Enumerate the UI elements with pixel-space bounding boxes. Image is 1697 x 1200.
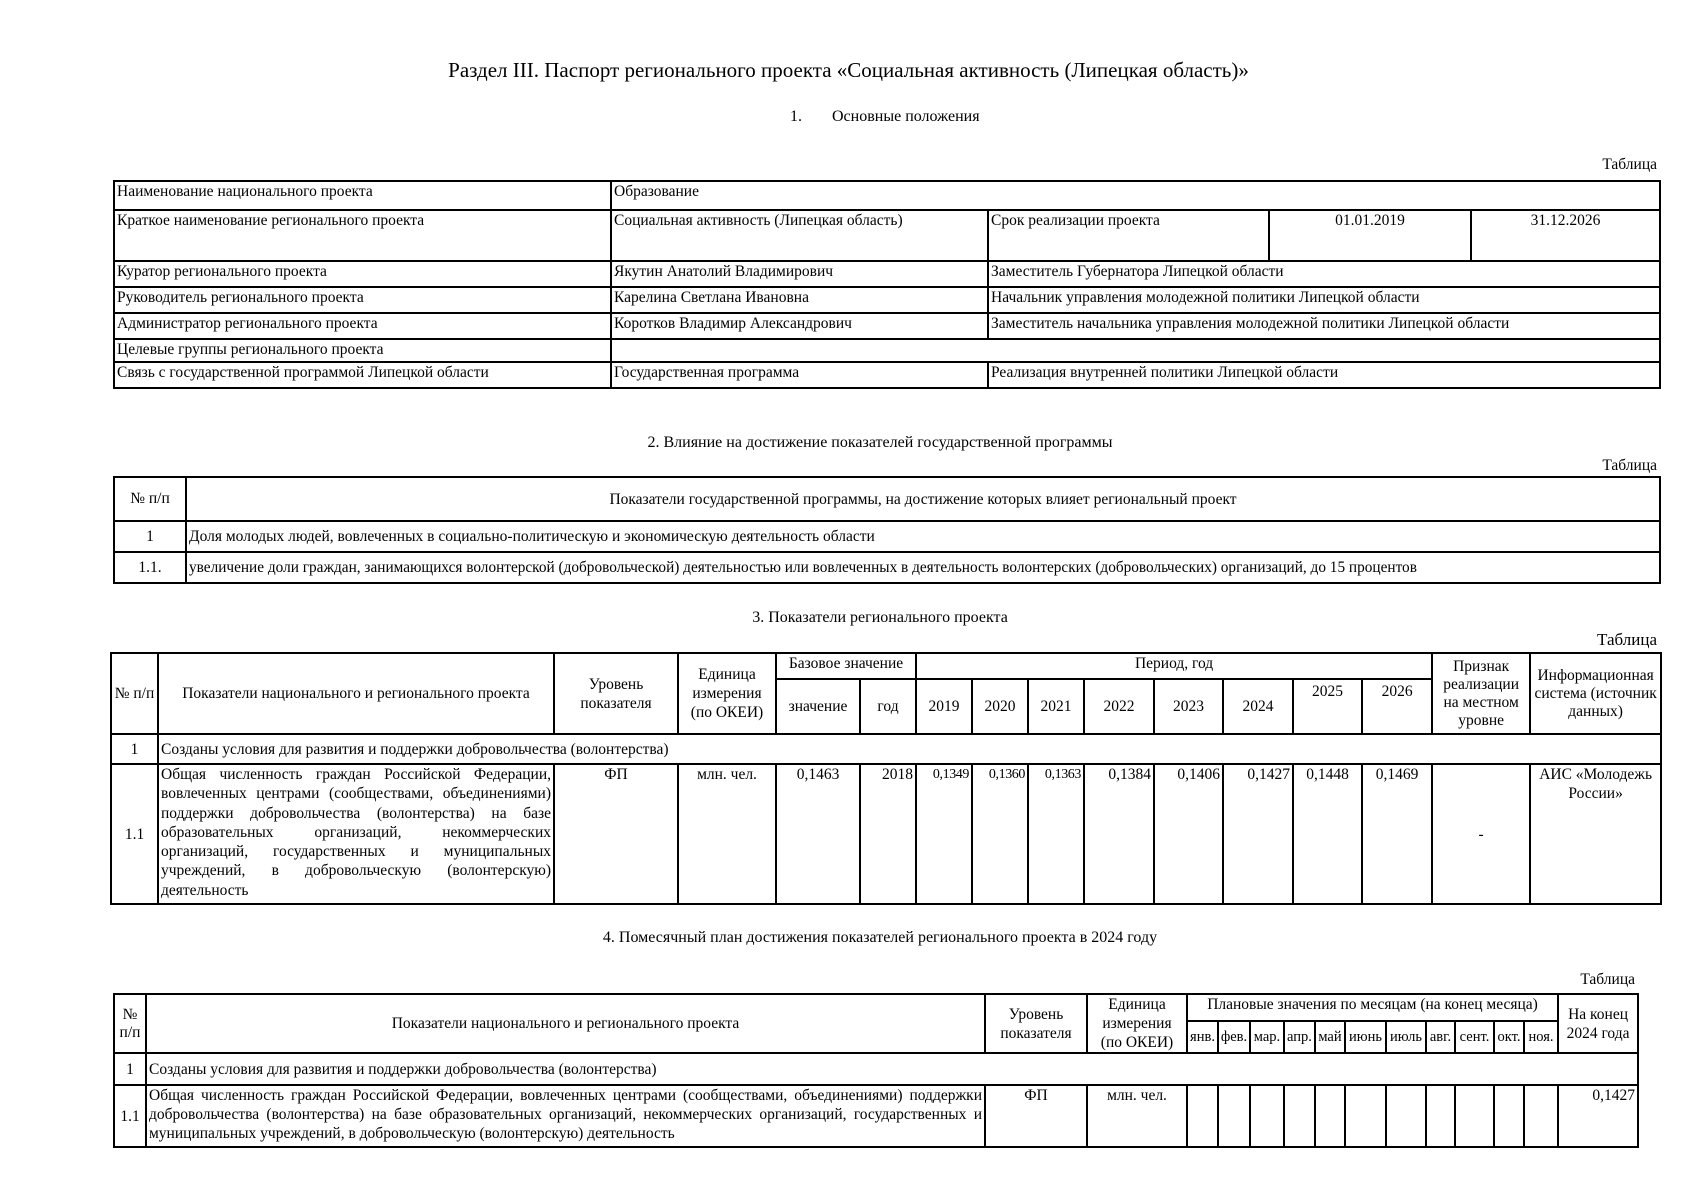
- mp-header-month: янв.: [1187, 1021, 1218, 1053]
- mp-header-month: апр.: [1284, 1021, 1315, 1053]
- ri-header-year: 2023: [1154, 679, 1223, 734]
- mp-header-month: окт.: [1494, 1021, 1524, 1053]
- ri-row-num: 1.1: [111, 764, 158, 904]
- mp-header-month: авг.: [1426, 1021, 1455, 1053]
- target-groups-label: Целевые группы регионального проекта: [114, 339, 611, 362]
- monthly-plan-table: [113, 993, 1639, 1148]
- term-start: 01.01.2019: [1269, 210, 1471, 261]
- mp-row-month-value: [1345, 1085, 1386, 1147]
- mp-row-month-value: [1426, 1085, 1455, 1147]
- mp-row-month-value: [1494, 1085, 1524, 1147]
- ri-group-text: Созданы условия для развития и поддержки добровольчества (волонтерства): [158, 734, 1661, 764]
- ri-header-year: 2021: [1028, 679, 1084, 734]
- short-name-label: Краткое наименование регионального проекта: [114, 210, 611, 261]
- link-type: Государственная программа: [611, 362, 988, 388]
- gp-row-text: увеличение доли граждан, занимающихся волонтерской (добровольческой) деятельностью или вовлеченных в деятельность волонтерских (добровольческих) организаций, до 15 процентов: [186, 552, 1660, 583]
- ri-row-value: 0,1427: [1223, 764, 1293, 904]
- mp-row-month-value: [1187, 1085, 1218, 1147]
- ri-row-level: ФП: [554, 764, 678, 904]
- gp-header-text: Показатели государственной программы, на достижение которых влияет региональный проект: [186, 477, 1660, 521]
- mp-group-text: Созданы условия для развития и поддержки добровольчества (волонтерства): [146, 1053, 1638, 1085]
- mp-header-month: ноя.: [1524, 1021, 1558, 1053]
- ri-header-year: 2019: [916, 679, 972, 734]
- curator-label: Куратор регионального проекта: [114, 261, 611, 287]
- ri-header-base-value: значение: [776, 679, 860, 734]
- mp-header-monthly: Плановые значения по месяцам (на конец месяца): [1187, 994, 1558, 1021]
- ri-header-year: 2024: [1223, 679, 1293, 734]
- mp-header-month: июль: [1386, 1021, 1426, 1053]
- ri-row-value: 0,1349: [916, 764, 972, 904]
- section3-heading: 3. Показатели регионального проекта: [752, 609, 1008, 626]
- national-project-value: Образование: [611, 181, 1660, 210]
- ri-row-value: 0,1448: [1293, 764, 1362, 904]
- section1-heading: [790, 108, 980, 126]
- mp-row-level: ФП: [985, 1085, 1087, 1147]
- mp-header-month: фев.: [1218, 1021, 1250, 1053]
- mp-row-unit: млн. чел.: [1087, 1085, 1187, 1147]
- target-groups-value: [611, 339, 1660, 362]
- term-label: Срок реализации проекта: [988, 210, 1269, 261]
- mp-row-text: Общая численность граждан Российской Федерации, вовлеченных центрами (сообществами, объединениями) поддержки добровольчества (волонтерства) на базе образовательных организаций, некоммерческих организаций, государственных и муниципальных учреждений, в добровольческую (волонтерскую) деятельность: [146, 1085, 985, 1147]
- leader-label: Руководитель регионального проекта: [114, 287, 611, 313]
- link-label: Связь с государственной программой Липецкой области: [114, 362, 611, 388]
- mp-group-num: 1: [114, 1053, 146, 1085]
- ri-header-indicator: Показатели национального и регионального проекта: [158, 653, 554, 734]
- ri-row-base-year: 2018: [860, 764, 916, 904]
- gp-row-num: 1: [114, 521, 186, 552]
- ri-row-unit: млн. чел.: [678, 764, 776, 904]
- section4-heading: 4. Помесячный план достижения показателей регионального проекта в 2024 году: [602, 929, 1158, 946]
- ri-group-num: 1: [111, 734, 158, 764]
- ri-row-text: Общая численность граждан Российской Федерации, вовлеченных центрами (сообществами, объединениями) поддержки добровольчества (волонтерства) на базе образовательных организаций, некоммерческих организаций, государственных и муниципальных учреждений, в добровольческую (волонтерскую) деятельность: [158, 764, 554, 904]
- admin-name: Коротков Владимир Александрович: [611, 313, 988, 339]
- leader-name: Карелина Светлана Ивановна: [611, 287, 988, 313]
- curator-name: Якутин Анатолий Владимирович: [611, 261, 988, 287]
- section3-table-label: Таблица: [1597, 630, 1657, 649]
- gp-row-num: 1.1.: [114, 552, 186, 583]
- mp-row-num: 1.1: [114, 1085, 146, 1147]
- ri-row-info: АИС «Молодежь России»: [1530, 764, 1661, 904]
- link-value: Реализация внутренней политики Липецкой области: [988, 362, 1660, 388]
- page-title: Раздел III. Паспорт регионального проекта «Социальная активность (Липецкая область)»: [448, 58, 1249, 82]
- ri-header-year: 2026: [1362, 679, 1432, 734]
- regional-indicators-table: [110, 652, 1662, 905]
- section2-table-label: Таблица: [1602, 457, 1657, 474]
- ri-header-base-year: год: [860, 679, 916, 734]
- section4-table-label: Таблица: [1580, 971, 1635, 988]
- ri-header-info: Информационная система (источник данных): [1530, 653, 1661, 734]
- ri-row-value: 0,1469: [1362, 764, 1432, 904]
- mp-row-month-value: [1218, 1085, 1250, 1147]
- mp-header-month: мар.: [1250, 1021, 1284, 1053]
- ri-header-num: № п/п: [111, 653, 158, 734]
- ri-row-base-value: 0,1463: [776, 764, 860, 904]
- section1-heading-text: Основные положения: [832, 108, 980, 125]
- ri-header-level: Уровень показателя: [554, 653, 678, 734]
- mp-row-year-end: 0,1427: [1558, 1085, 1638, 1147]
- ri-row-local: -: [1432, 764, 1530, 904]
- short-name-value: Социальная активность (Липецкая область): [611, 210, 988, 261]
- mp-header-month: июнь: [1345, 1021, 1386, 1053]
- mp-header-month: май: [1315, 1021, 1345, 1053]
- mp-row-month-value: [1524, 1085, 1558, 1147]
- admin-position: Заместитель начальника управления молодежной политики Липецкой области: [988, 313, 1660, 339]
- mp-row-month-value: [1455, 1085, 1494, 1147]
- mp-row-month-value: [1250, 1085, 1284, 1147]
- leader-position: Начальник управления молодежной политики Липецкой области: [988, 287, 1660, 313]
- gov-program-indicators-table: [113, 476, 1661, 584]
- mp-row-month-value: [1315, 1085, 1345, 1147]
- ri-row-value: 0,1406: [1154, 764, 1223, 904]
- mp-header-num: № п/п: [114, 994, 146, 1053]
- curator-position: Заместитель Губернатора Липецкой области: [988, 261, 1660, 287]
- ri-header-year: 2020: [972, 679, 1028, 734]
- ri-header-year: 2025: [1293, 679, 1362, 734]
- national-project-label: Наименование национального проекта: [114, 181, 611, 210]
- mp-header-indicator: Показатели национального и регионального проекта: [146, 994, 985, 1053]
- ri-header-local: Признак реализации на местном уровне: [1432, 653, 1530, 734]
- ri-row-value: 0,1360: [972, 764, 1028, 904]
- mp-header-level: Уровень показателя: [985, 994, 1087, 1053]
- section2-heading: 2. Влияние на достижение показателей государственной программы: [647, 434, 1113, 451]
- section1-table-label: Таблица: [1602, 156, 1657, 173]
- term-end: 31.12.2026: [1471, 210, 1660, 261]
- ri-row-value: 0,1384: [1084, 764, 1154, 904]
- mp-header-month: сент.: [1455, 1021, 1494, 1053]
- admin-label: Администратор регионального проекта: [114, 313, 611, 339]
- mp-row-month-value: [1386, 1085, 1426, 1147]
- ri-header-unit: Единица измерения (по ОКЕИ): [678, 653, 776, 734]
- gp-row-text: Доля молодых людей, вовлеченных в социально-политическую и экономическую деятельность области: [186, 521, 1660, 552]
- ri-header-year: 2022: [1084, 679, 1154, 734]
- mp-row-month-value: [1284, 1085, 1315, 1147]
- main-info-table: [113, 180, 1661, 389]
- ri-row-value: 0,1363: [1028, 764, 1084, 904]
- ri-header-period: Период, год: [916, 653, 1432, 679]
- ri-header-base: Базовое значение: [776, 653, 916, 679]
- mp-header-unit: Единица измерения (по ОКЕИ): [1087, 994, 1187, 1053]
- gp-header-num: № п/п: [114, 477, 186, 521]
- mp-header-year-end: На конец 2024 года: [1558, 994, 1638, 1053]
- section1-heading-num: 1.: [790, 108, 802, 125]
